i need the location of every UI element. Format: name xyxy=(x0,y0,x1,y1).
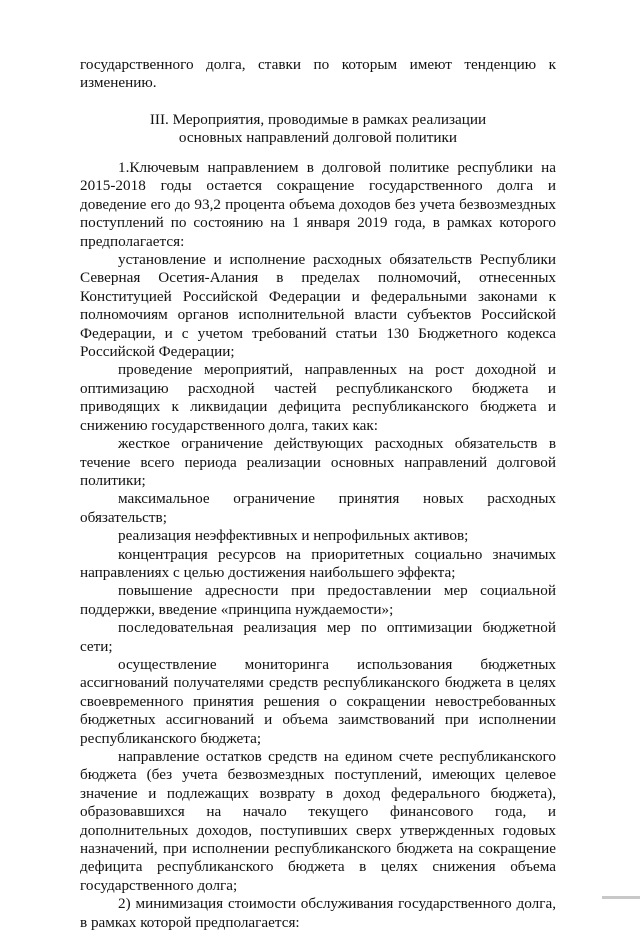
paragraph-11: направление остатков средств на едином счете республиканского бюджета (без учета безвозмездных поступлений, имеющих целевое значение и подлежащих возврату в доход федерального бюджета), образовавшихся на начало текущего финансового года, и дополнительных доходов, поступивших сверх утвержденных годовых назначений, при исполнении республиканского бюджета на сокращение дефицита республиканского бюджета в целях снижения объема государственного долга; xyxy=(80,748,556,894)
section-heading-line-2: основных направлений долговой политики xyxy=(178,129,458,147)
paragraph-8: повышение адресности при предоставлении мер социальной поддержки, введение «принципа нуждаемости»; xyxy=(80,582,556,618)
paragraph-12: 2) минимизация стоимости обслуживания государственного долга, в рамках которой предполагается: xyxy=(80,895,556,931)
paragraph-2: установление и исполнение расходных обязательств Республики Северная Осетия-Алания в пределах полномочий, отнесенных Конституцией Российской Федерации и федеральными законами к полномочиям органов исполнительной власти субъектов Российской Федерации, и с учетом требований статьи 130 Бюджетного кодекса Российской Федерации; xyxy=(80,251,556,361)
section-heading-line-1: III. Мероприятия, проводимые в рамках реализации xyxy=(149,111,487,128)
section-heading xyxy=(80,111,556,148)
paragraph-continuation: государственного долга, ставки по которым имеют тенденцию к изменению. xyxy=(80,56,556,92)
paragraph-5: максимальное ограничение принятия новых расходных обязательств; xyxy=(80,490,556,526)
paragraph-9: последовательная реализация мер по оптимизации бюджетной сети; xyxy=(80,619,556,655)
paragraph-1: 1.Ключевым направлением в долговой политике республики на 2015-2018 годы остается сокращение государственного долга и доведение его до 93,2 процента объема доходов без учета безвозмездных поступлений по состоянию на 1 января 2019 года, в рамках которого предполагается: xyxy=(80,159,556,250)
scan-edge-mark xyxy=(602,896,640,899)
paragraph-6: реализация неэффективных и непрофильных активов; xyxy=(118,527,469,545)
paragraph-4: жесткое ограничение действующих расходных обязательств в течение всего периода реализации основных направлений долговой политики; xyxy=(80,435,556,489)
body-text xyxy=(80,159,556,932)
paragraph-10: осуществление мониторинга использования бюджетных ассигнований получателями средств республиканского бюджета в целях своевременного принятия решения о сокращении невостребованных бюджетных ассигнований и объема заимствований при исполнении республиканского бюджета; xyxy=(80,655,556,747)
continuation-text xyxy=(80,56,556,93)
paragraph-3: проведение мероприятий, направленных на рост доходной и оптимизацию расходной частей республиканского бюджета и приводящих к ликвидации дефицита республиканского бюджета и снижению государственного долга, таких как: xyxy=(80,361,556,434)
paragraph-7: концентрация ресурсов на приоритетных социально значимых направлениях с целью достижения наибольшего эффекта; xyxy=(80,545,556,581)
